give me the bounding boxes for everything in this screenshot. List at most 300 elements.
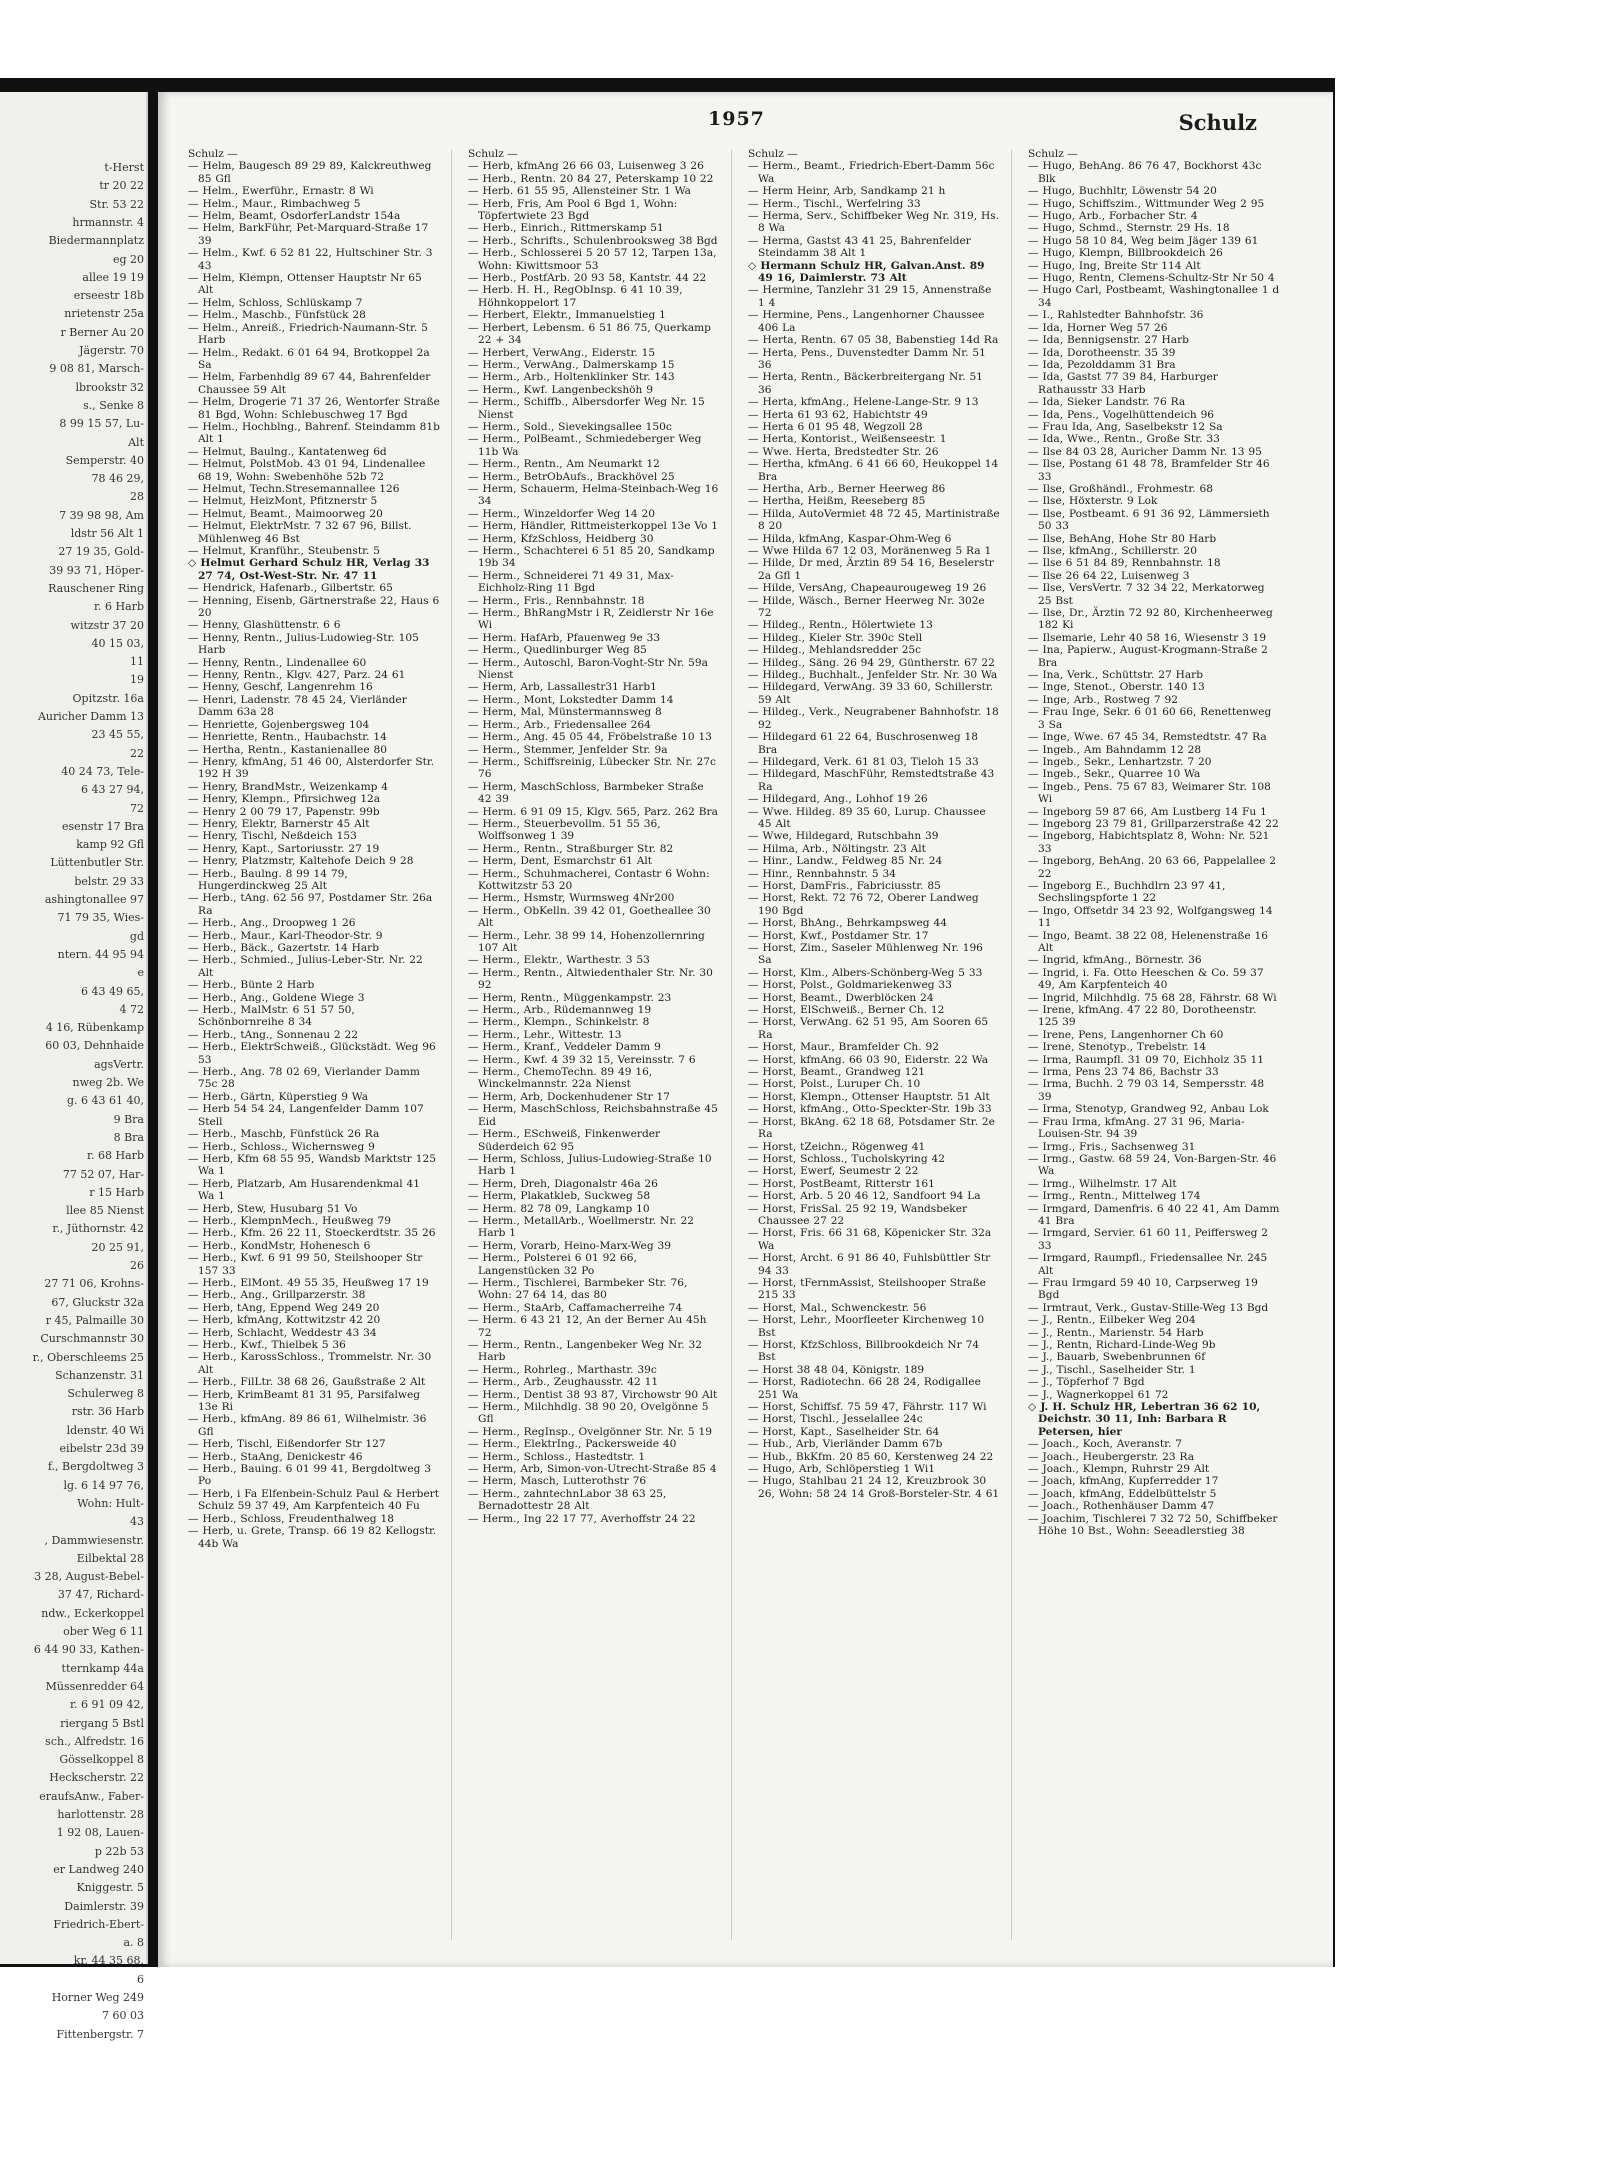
- directory-entry: — Herm., Mont, Lokstedter Damm 14: [468, 693, 674, 706]
- directory-entry: — Herm., PolBeamt., Schmiedeberger Weg 11b Wa: [468, 433, 702, 458]
- directory-entry: — Herm., Lehr. 38 99 14, Hohenzollernring 107 Alt: [468, 929, 705, 954]
- directory-entry: — Herb., Einrich., Rittmerskamp 51: [468, 222, 664, 235]
- left-page-fragment: eibelstr 23d 39: [59, 1442, 144, 1455]
- left-page-fragment: 4 16, Rübenkamp: [45, 1021, 144, 1035]
- directory-entry: — Hildeg., Kieler Str. 390c Stell: [748, 631, 923, 644]
- directory-entry: — Irene, Pens, Langenhorner Ch 60: [1028, 1028, 1224, 1041]
- directory-entry: — Herb., PostfArb. 20 93 58, Kantstr. 44 22: [468, 272, 707, 285]
- directory-entry: — Herb, Schlacht, Weddestr 43 34: [188, 1326, 377, 1339]
- directory-entry: — Hertha, kfmAng. 6 41 66 60, Heukoppel 14 Bra: [748, 458, 999, 483]
- directory-entry: — Herb., Maschb, Fünfstück 26 Ra: [188, 1128, 380, 1141]
- left-page-fragment: ldstr 56 Alt 1: [70, 527, 144, 540]
- left-page-fragment: allee 19 19: [82, 270, 144, 284]
- directory-entry: — Ingeborg, BehAng. 20 63 66, Pappelallee 2 22: [1028, 855, 1276, 880]
- directory-entry: — Ingrid, i. Fa. Otto Heeschen & Co. 59 37 49, Am Karpfenteich 40: [1028, 966, 1264, 992]
- left-page-fragment: r. 6 Harb: [94, 600, 144, 614]
- left-page-fragment: tr 20 22: [99, 179, 144, 193]
- directory-entry: — Herb, Kfm 68 55 95, Wandsb Marktstr 125 Wa 1: [188, 1152, 436, 1178]
- directory-entry: — Herb., Schmied., Julius-Leber-Str. Nr. 22 Alt: [188, 954, 423, 979]
- left-page-fragment: 23 45 55,: [91, 728, 144, 742]
- left-page-fragment: witzstr 37 20: [70, 618, 144, 632]
- left-page-fragment: r 15 Harb: [89, 1185, 144, 1199]
- directory-entry: — Herm., Elektr., Warthestr. 3 53: [468, 954, 650, 967]
- directory-entry: — Henry 2 00 79 17, Papenstr. 99b: [188, 805, 380, 818]
- directory-entry: — Hugo, Stahlbau 21 24 12, Kreuzbrook 30 26, Wohn: 58 24 14 Groß-Borsteler-Str. 4 61: [748, 1475, 1000, 1500]
- left-page-fragment: 43: [130, 1515, 144, 1529]
- directory-entry: — Ilse, Großhändl., Frohmestr. 68: [1028, 482, 1213, 495]
- left-page-fragment: tternkamp 44a: [61, 1661, 144, 1675]
- directory-entry: — Helmut, PolstMob. 43 01 94, Lindenallee 68 19, Wohn: Swebenhöhe 52b 72: [188, 458, 426, 483]
- directory-entry: — Herb 54 54 24, Langenfelder Damm 107 Stell: [188, 1103, 424, 1128]
- left-page-fragment: eraufsAnw., Faber-: [39, 1789, 144, 1803]
- directory-entry: — Herm., Schuhmacherei, Contastr 6 Wohn: Kottwitzstr 53 20: [468, 867, 710, 892]
- left-page-fragment: 40 15 03,: [91, 636, 144, 650]
- directory-entry: — Inge, Stenot., Oberstr. 140 13: [1028, 681, 1205, 694]
- directory-entry: — Horst, Schiffsf. 75 59 47, Fährstr. 117 Wi: [748, 1401, 987, 1414]
- directory-entry: — Herb., Maur., Karl-Theodor-Str. 9: [188, 929, 383, 942]
- directory-entry: — Herta, Rentn., Bäckerbreitergang Nr. 51 36: [748, 371, 983, 396]
- directory-entry: ◇ J. H. Schulz HR, Lebertran 36 62 10, Deichstr. 30 11, Inh: Barbara R Petersen, hier: [1028, 1401, 1261, 1438]
- directory-entry: — Herm., Schloss., Hastedtstr. 1: [468, 1450, 646, 1463]
- left-page-fragment: ndw., Eckerkoppel: [41, 1606, 144, 1620]
- directory-entry: — Horst, Polst., Luruper Ch. 10: [748, 1078, 921, 1091]
- left-page-fragment: 71 79 35, Wies-: [57, 911, 144, 925]
- directory-entry: — Ingeborg 23 79 81, Grillparzerstraße 42 22: [1028, 817, 1279, 830]
- directory-entry: — Herm., ESchweiß, Finkenwerder Süderdeich 62 95: [468, 1128, 661, 1153]
- left-page-fragment: Auricher Damm 13: [37, 710, 144, 723]
- directory-entry: — Horst, Radiotechn. 66 28 24, Rodigallee 251 Wa: [748, 1376, 981, 1401]
- directory-entry: — Herm, Plakatkleb, Suckweg 58: [468, 1190, 651, 1203]
- left-page-fragment: 3 28, August-Bebel-: [34, 1570, 144, 1584]
- directory-entry: — Helm, Schloss, Schlüskamp 7: [188, 296, 363, 309]
- directory-entry: — Joach, kfmAng, Eddelbüttelstr 5: [1028, 1487, 1217, 1500]
- directory-entry: — Herm., Lehr., Wittestr. 13: [468, 1028, 622, 1041]
- directory-entry: — Herb, KrimBeamt 81 31 95, Parsifalweg 13e Ri: [188, 1388, 421, 1414]
- directory-entry: — Irma, Pens 23 74 86, Bachstr 33: [1028, 1066, 1219, 1079]
- directory-entry: — Herb, i Fa Elfenbein-Schulz Paul & Herbert Schulz 59 37 49, Am Karpfenteich 40 Fu: [188, 1487, 440, 1513]
- left-page-fragment: r. 68 Harb: [87, 1149, 144, 1163]
- directory-entry: — Hermine, Tanzlehr 31 29 15, Annenstraße 1 4: [748, 284, 992, 309]
- directory-entry: — Horst, Polst., Goldmariekenweg 33: [748, 979, 952, 992]
- directory-entry: — Horst, KfzSchloss, Billbrookdeich Nr 74 Bst: [748, 1339, 980, 1364]
- directory-entry: — Hugo, Schiffszim., Wittmunder Weg 2 95: [1028, 197, 1265, 210]
- directory-entry: — Herb., Ang., Goldene Wiege 3: [188, 991, 365, 1004]
- directory-entry: — Herm, Vorarb, Heino-Marx-Weg 39: [468, 1239, 671, 1252]
- directory-entry: — Herm., Steuerbevollm. 51 55 36, Wolffsonweg 1 39: [468, 817, 661, 843]
- directory-entry: — Helm, Farbenhdlg 89 67 44, Bahrenfelder Chaussee 59 Alt: [188, 371, 431, 396]
- directory-entry: — Herm., Autoschl, Baron-Voght-Str Nr. 59a Nienst: [468, 656, 708, 682]
- directory-entry: — Hilde, VersAng, Chapeaurougeweg 19 26: [748, 582, 987, 595]
- directory-entry: — Horst, Maur., Bramfelder Ch. 92: [748, 1041, 939, 1054]
- left-page-fragment: Alt: [128, 435, 144, 449]
- directory-entry: — Ilse, Postang 61 48 78, Bramfelder Str 46 33: [1028, 458, 1270, 483]
- directory-entry: — Herm., Kwf. Langenbeckshöh 9: [468, 383, 653, 396]
- directory-entry: — Helmut, ElektrMstr. 7 32 67 96, Billst. Mühlenweg 46 Bst: [188, 520, 412, 545]
- left-page-fragment: 8 99 15 57, Lu-: [59, 417, 144, 431]
- left-page-fragment: Wohn: Hult-: [77, 1496, 144, 1510]
- directory-entry: — Helm, Beamt, OsdorferLandstr 154a: [188, 210, 401, 223]
- left-page-fragment: Biedermannplatz: [48, 234, 144, 248]
- directory-entry: — Horst, Mal., Schwenckestr. 56: [748, 1301, 927, 1314]
- left-page-fragment: Fittenbergstr. 7: [56, 2027, 144, 2041]
- left-page-fragment: , Dammwiesenstr.: [44, 1533, 144, 1547]
- directory-entry: — Herb., Bauing. 6 01 99 41, Bergdoltweg 3 Po: [188, 1463, 432, 1488]
- directory-entry: — Herm. 6 43 21 12, An der Berner Au 45h 72: [468, 1314, 707, 1339]
- left-page-fragment: Eilbektal 28: [76, 1551, 144, 1565]
- directory-entry: — Hugo Carl, Postbeamt, Washingtonallee 1 d 34: [1028, 284, 1280, 309]
- directory-entry: — Herm, Rentn., Müggenkampstr. 23: [468, 991, 672, 1004]
- directory-entry: — Henny, Geschf, Langenrehm 16: [188, 681, 373, 694]
- directory-entry: — Herta 6 01 95 48, Wegzoll 28: [748, 420, 923, 433]
- directory-entry: — Helm., Hochblng., Bahrenf. Steindamm 81b Alt 1: [188, 420, 440, 446]
- directory-entry: — Horst, tZeichn., Rögenweg 41: [748, 1140, 926, 1153]
- left-page-fragment: g. 6 43 61 40,: [66, 1094, 144, 1108]
- directory-entry: — Hildeg., Mehlandsredder 25c: [748, 644, 922, 657]
- directory-entry: — Irmg., Gastw. 68 59 24, Von-Bargen-Str. 46 Wa: [1028, 1152, 1277, 1178]
- directory-entry: — Hugo, BehAng. 86 76 47, Bockhorst 43c Blk: [1028, 160, 1262, 185]
- left-page-fragment: kamp 92 Gfl: [76, 838, 144, 852]
- directory-entry: — J., Rentn., Marienstr. 54 Harb: [1028, 1326, 1204, 1339]
- directory-entry: — Horst, Schloss., Tucholskyring 42: [748, 1152, 945, 1165]
- left-page-fragment: 4 72: [119, 1002, 144, 1016]
- directory-entry: — Irma, Stenotyp, Grandweg 92, Anbau Lok: [1028, 1103, 1269, 1116]
- directory-entry: — Herm. HafArb, Pfauenweg 9e 33: [468, 631, 661, 644]
- directory-entry: — Irmg., Wilhelmstr. 17 Alt: [1028, 1177, 1177, 1190]
- directory-entry: — Herm., Milchhdlg. 38 90 20, Ovelgönne 5 Gfl: [468, 1401, 709, 1426]
- left-page-fragment: 67, Gluckstr 32a: [51, 1295, 144, 1309]
- directory-entry: — Ingrid, kfmAng., Börnestr. 36: [1028, 954, 1202, 967]
- directory-entry: — Herm., VerwAng., Dalmerskamp 15: [468, 358, 675, 371]
- directory-entry: — Hugo, Ing, Breite Str 114 Alt: [1028, 259, 1201, 272]
- directory-entry: — Herm., Schneiderei 71 49 31, Max-Eichholz-Ring 11 Bgd: [468, 569, 674, 595]
- directory-entry: — Helm., Ewerführ., Ernastr. 8 Wi: [188, 185, 374, 198]
- directory-entry: — Hildegard, MaschFühr, Remstedtstraße 43 Ra: [748, 768, 995, 793]
- directory-entry: — J., Wagnerkoppel 61 72: [1028, 1388, 1169, 1401]
- directory-entry: — Herb., Kfm. 26 22 11, Stoeckerdtstr. 35 26: [188, 1227, 436, 1240]
- directory-entry: — Herm., Schiffsreinig, Lübecker Str. Nr. 27c 76: [468, 755, 716, 781]
- directory-entry: — Herb., StaAng, Denickestr 46: [188, 1450, 363, 1463]
- directory-entry: — Hinr., Landw., Feldweg 85 Nr. 24: [748, 855, 943, 868]
- directory-entry: — Henny, Rentn., Julius-Ludowieg-Str. 105 Harb: [188, 631, 419, 657]
- left-page-fragment: 28: [130, 490, 144, 504]
- directory-entry: — Ingeb., Sekr., Lenhartzstr. 7 20: [1028, 755, 1212, 768]
- left-page-fragment: Rauschener Ring: [48, 581, 144, 595]
- directory-entry: — Wwe. Hildeg. 89 35 60, Lurup. Chaussee 45 Alt: [748, 805, 986, 830]
- directory-entry: — Ingeborg 59 87 66, Am Lustberg 14 Fu 1: [1028, 805, 1267, 818]
- left-page-fragment: 8 Bra: [113, 1130, 144, 1144]
- left-page-fragment: lg. 6 14 97 76,: [63, 1478, 144, 1492]
- directory-entry: — Henry, Platzmstr, Kaltehofe Deich 9 28: [188, 855, 414, 868]
- left-page-fragment: agsVertr.: [94, 1057, 144, 1071]
- left-page-fragment: 7 39 98 98, Am: [59, 508, 144, 522]
- directory-entry: — Herb., Ang., Droopweg 1 26: [188, 917, 356, 930]
- directory-entry: — Herm., Hsmstr, Wurmsweg 4Nr200: [468, 892, 675, 905]
- left-page-fragment: Schulerweg 8: [67, 1387, 144, 1401]
- left-page-fragment: 22: [130, 746, 144, 760]
- directory-entry: — Frau Inge, Sekr. 6 01 60 66, Renettenweg 3 Sa: [1028, 706, 1272, 731]
- directory-entry: — Herb., FilLtr. 38 68 26, Gaußstraße 2 Alt: [188, 1376, 426, 1389]
- left-page-fragment: harlottenstr. 28: [57, 1808, 144, 1821]
- directory-entry: — Hildegard 61 22 64, Buschrosenweg 18 Bra: [748, 731, 978, 756]
- directory-entry: — Irmg., Rentn., Mittelweg 174: [1028, 1190, 1201, 1203]
- directory-entry: — Herta, kfmAng., Helene-Lange-Str. 9 13: [748, 396, 979, 409]
- directory-entry: — Herb., KlempnMech., Heußweg 79: [188, 1214, 391, 1227]
- left-page-fragment: 26: [130, 1259, 144, 1272]
- directory-entry: — Herta, Kontorist., Weißenseestr. 1: [748, 433, 947, 446]
- directory-entry: — Herm., Rentn., Langenbeker Weg Nr. 32 Harb: [468, 1339, 702, 1364]
- directory-entry: — Henry, Kapt., Sartoriusstr. 27 19: [188, 842, 380, 855]
- directory-entry: — Herb. H. H., RegObInsp. 6 41 10 39, Höhnkoppelort 17: [468, 284, 683, 309]
- directory-entry: — Hinr., Rennbahnstr. 5 34: [748, 867, 896, 880]
- directory-entry: — Herma, Serv., Schiffbeker Weg Nr. 319, Hs. 8 Wa: [748, 210, 999, 235]
- directory-entry: — Herm., Tischl., Werfelring 33: [748, 197, 921, 210]
- directory-entry: — Herm., Rohrleg., Marthastr. 39c: [468, 1363, 657, 1376]
- column-header: Schulz —: [748, 148, 798, 160]
- left-page-fragment: s., Senke 8: [83, 398, 144, 412]
- directory-entry: — Henny, Rentn., Lindenallee 60: [188, 656, 367, 669]
- directory-entry: — Helm, Drogerie 71 37 26, Wentorfer Straße 81 Bgd, Wohn: Schlebuschweg 17 Bgd: [188, 396, 440, 421]
- directory-entry: — Horst, ElSchweiß., Berner Ch. 12: [748, 1004, 945, 1017]
- left-page-fragment: ntern. 44 95 94: [57, 947, 144, 961]
- directory-entry: — Henny, Glashüttenstr. 6 6: [188, 619, 341, 632]
- left-page-fragment: ober Weg 6 11: [63, 1625, 144, 1638]
- directory-entry: — Herm., ChemoTechn. 89 49 16, Winckelmannstr. 22a Nienst: [468, 1066, 653, 1091]
- directory-entry: — Ina, Papierw., August-Krogmann-Straße 2 Bra: [1028, 644, 1268, 669]
- directory-entry: — Herm, KfzSchloss, Heidberg 30: [468, 532, 654, 545]
- directory-entry: — Helm., Anreiß., Friedrich-Naumann-Str. 5 Harb: [188, 321, 428, 347]
- directory-entry: — Horst, Kwf., Postdamer Str. 17: [748, 929, 929, 942]
- directory-entry: — Herbert, Elektr., Immanuelstieg 1: [468, 309, 666, 322]
- left-page-fragment: Gösselkoppel 8: [59, 1753, 144, 1767]
- directory-entry: — Hertha, Heißm, Reeseberg 85: [748, 495, 926, 508]
- directory-entry: — Herb., Baulng. 8 99 14 79, Hungerdinckweg 25 Alt: [188, 867, 348, 892]
- directory-entry: — Horst, Arb. 5 20 46 12, Sandfoort 94 La: [748, 1190, 981, 1203]
- left-page-fragment: 37 47, Richard-: [57, 1588, 144, 1602]
- page-number: 1957: [708, 108, 765, 130]
- left-page-fragment: r. 6 91 09 42,: [69, 1698, 144, 1712]
- directory-entry: — Ingo, Beamt. 38 22 08, Helenenstraße 16 Alt: [1028, 929, 1269, 954]
- left-page-fragment: f., Bergdoltweg 3: [47, 1460, 144, 1474]
- directory-entry: — Ilse, Postbeamt. 6 91 36 92, Lämmersieth 50 33: [1028, 507, 1270, 533]
- directory-entry: — Ilse 6 51 84 89, Rennbahnstr. 18: [1028, 557, 1221, 570]
- directory-entry: — Ingeborg, Habichtsplatz 8, Wohn: Nr. 521 33: [1028, 830, 1270, 855]
- directory-entry: — Herb., Kwf. 6 91 99 50, Steilshooper Str 157 33: [188, 1252, 423, 1277]
- directory-entry: — Helm, BarkFühr, Pet-Marquard-Straße 17 39: [188, 222, 429, 247]
- directory-entry: — Herm, Dreh, Diagonalstr 46a 26: [468, 1177, 658, 1190]
- directory-entry: — Hugo 58 10 84, Weg beim Jäger 139 61: [1028, 234, 1259, 247]
- directory-entry: — Helm, Klempn, Ottenser Hauptstr Nr 65 Alt: [188, 272, 422, 297]
- directory-entry: — Irmg., Fris., Sachsenweg 31: [1028, 1140, 1196, 1153]
- directory-entry: — Herm, Arb, Lassallestr31 Harb1: [468, 681, 657, 694]
- directory-entry: — Herb., kfmAng. 89 86 61, Wilhelmistr. 36 Gfl: [188, 1413, 427, 1438]
- directory-entry: — Ilse, Dr., Ärztin 72 92 80, Kirchenheerweg 182 Ki: [1028, 607, 1273, 632]
- directory-entry: — Herb, kfmAng, Kottwitzstr 42 20: [188, 1314, 381, 1327]
- directory-entry: — J., Bauarb, Swebenbrunnen 6f: [1028, 1351, 1206, 1364]
- directory-entry: — Herb., Schrifts., Schulenbrooksweg 38 Bgd: [468, 234, 718, 247]
- directory-entry: — Joach., Koch, Averanstr. 7: [1028, 1438, 1183, 1451]
- directory-entry: — Ingeb., Sekr., Quarree 10 Wa: [1028, 768, 1201, 781]
- directory-entry: — Herm, Händler, Rittmeisterkoppel 13e Vo 1: [468, 520, 719, 533]
- directory-entry: — Hildegard, Verk. 61 81 03, Tieloh 15 33: [748, 755, 979, 768]
- left-page-fragment: Lüttenbutler Str.: [50, 856, 144, 870]
- column-header: Schulz —: [1028, 148, 1078, 160]
- directory-entry: — Joach, kfmAng, Kupferredder 17: [1028, 1475, 1219, 1488]
- directory-entry: — Hugo, Buchhltr, Löwenstr 54 20: [1028, 185, 1217, 198]
- left-page-fragment: 39 93 71, Höper-: [49, 563, 144, 577]
- directory-entry: — J., Töpferhof 7 Bgd: [1028, 1376, 1145, 1389]
- directory-entry: — Herta, Pens., Duvenstedter Damm Nr. 51 36: [748, 346, 986, 371]
- directory-entry: — Hildeg., Rentn., Hölertwiete 13: [748, 619, 933, 632]
- directory-entry: — Herm., Fris., Rennbahnstr. 18: [468, 594, 645, 607]
- directory-entry: — Helm., Kwf. 6 52 81 22, Hultschiner Str. 3 43: [188, 247, 433, 272]
- directory-entry: — Ilse, BehAng, Hohe Str 80 Harb: [1028, 532, 1217, 545]
- left-page-fragment: esenstr 17 Bra: [62, 819, 144, 833]
- directory-entry: — Herb., Bünte 2 Harb: [188, 979, 315, 992]
- left-page-fragment: a. 8: [123, 1936, 144, 1950]
- left-page-fragment: 1 92 08, Lauen-: [56, 1826, 144, 1840]
- directory-entry: — Herm. 82 78 09, Langkamp 10: [468, 1202, 650, 1215]
- directory-entry: — Herm., Ing 22 17 77, Averhoffstr 24 22: [468, 1512, 696, 1525]
- directory-entry: — Herb., Bäck., Gazertstr. 14 Harb: [188, 942, 379, 954]
- directory-entry: — Hildeg., Buchhalt., Jenfelder Str. Nr. 30 Wa: [748, 669, 998, 682]
- directory-entry: — I., Rahlstedter Bahnhofstr. 36: [1028, 309, 1204, 322]
- directory-entry: — Hilma, Arb., Nöltingstr. 23 Alt: [748, 842, 926, 855]
- directory-entry: — Herm., Kranf., Veddeler Damm 9: [468, 1041, 661, 1054]
- left-page-fragment: 9 Bra: [113, 1112, 144, 1126]
- left-page-fragment: Müssenredder 64: [45, 1679, 144, 1693]
- column-divider: [1011, 150, 1012, 1940]
- directory-entry: — Hugo, Klempn, Billbrookdeich 26: [1028, 247, 1223, 260]
- left-page-fragment: kr. 44 35 68.: [73, 1954, 144, 1968]
- directory-entry: — Irene, Stenotyp., Trebelstr. 14: [1028, 1041, 1207, 1054]
- directory-entry: — Herb, tAng, Eppend Weg 249 20: [188, 1301, 380, 1314]
- directory-entry: — Herm., Schachterei 6 51 85 20, Sandkamp 19b 34: [468, 545, 715, 570]
- directory-page: [158, 92, 1333, 1967]
- directory-entry: — Horst 38 48 04, Königstr. 189: [748, 1363, 925, 1376]
- left-page-fragment: Kniggestr. 5: [76, 1881, 144, 1895]
- directory-entry: — Herb. 61 55 95, Allensteiner Str. 1 Wa: [468, 185, 691, 198]
- left-page-fragment: 27 71 06, Krohns-: [44, 1277, 144, 1291]
- directory-entry: — Henry, Tischl, Neßdeich 153: [188, 830, 357, 843]
- left-page-fragment: r Berner Au 20: [60, 325, 144, 339]
- left-page-fragment: Heckscherstr. 22: [49, 1771, 144, 1785]
- directory-entry: — Ingo, Offsetdr 34 23 92, Wolfgangsweg 14 11: [1028, 904, 1273, 930]
- column-divider: [451, 150, 452, 1940]
- left-page-fragment: Schanzenstr. 31: [55, 1368, 144, 1382]
- directory-entry: — Herm Heinr, Arb, Sandkamp 21 h: [748, 185, 946, 198]
- left-page-fragment: Semperstr. 40: [65, 453, 144, 467]
- directory-entry: — Herm., StaArb, Caffamacherreihe 74: [468, 1301, 683, 1314]
- directory-column-4: [1028, 148, 1280, 1538]
- directory-entry: — Irmgard, Damenfris. 6 40 22 41, Am Damm 41 Bra: [1028, 1202, 1280, 1227]
- directory-entry: — Hermine, Pens., Langenhorner Chaussee 406 La: [748, 309, 985, 334]
- directory-entry: — Henny, Rentn., Klgv. 427, Parz. 24 61: [188, 669, 406, 682]
- directory-entry: — Herm., Klempn., Schinkelstr. 8: [468, 1016, 650, 1029]
- column-divider: [731, 150, 732, 1940]
- directory-entry: — Herm., Winzeldorfer Weg 14 20: [468, 507, 655, 520]
- directory-entry: — Horst, Lehr., Moorfleeter Kirchenweg 10 Bst: [748, 1314, 985, 1339]
- directory-entry: — Herm., BetrObAufs., Brackhövel 25: [468, 470, 675, 483]
- left-page-fragment: 6 44 90 33, Kathen-: [33, 1643, 144, 1657]
- directory-entry: — Herm, MaschSchloss, Barmbeker Straße 42 39: [468, 780, 704, 806]
- left-page-fragment: 6 43 27 94,: [81, 783, 144, 797]
- left-page-fragment: hrmannstr. 4: [72, 215, 144, 229]
- directory-entry: — Henry, Klempn., Pfirsichweg 12a: [188, 793, 381, 806]
- left-page-fragment: 9 08 81, Marsch-: [49, 362, 144, 376]
- directory-entry: — Herm, Dent, Esmarchstr 61 Alt: [468, 855, 653, 868]
- directory-entry: — Helm., Redakt. 6 01 64 94, Brotkoppel 2a Sa: [188, 346, 430, 371]
- directory-entry: — Hertha, Rentn., Kastanienallee 80: [188, 743, 387, 756]
- directory-entry: — Hugo, Arb., Forbacher Str. 4: [1028, 210, 1198, 223]
- directory-entry: — Horst, Ewerf, Seumestr 2 22: [748, 1165, 919, 1178]
- directory-entry: — Herm., Arb., Holtenklinker Str. 143: [468, 371, 675, 384]
- left-page-fragment: Horner Weg 249: [51, 1991, 144, 2004]
- directory-entry: — Horst, Klempn., Ottenser Hauptstr. 51 Alt: [748, 1090, 990, 1103]
- directory-entry: — Horst, kfmAng., Otto-Speckter-Str. 19b 33: [748, 1103, 992, 1116]
- left-page-fragment: er Landweg 240: [53, 1862, 144, 1876]
- directory-entry: — Horst, kfmAng. 66 03 90, Eiderstr. 22 Wa: [748, 1053, 989, 1066]
- directory-entry: — Herb, Fris, Am Pool 6 Bgd 1, Wohn: Töpfertwiete 23 Bgd: [468, 197, 678, 223]
- directory-entry: — Ingeb., Pens. 75 67 83, Weimarer Str. 108 Wi: [1028, 780, 1271, 806]
- left-page-fragment: 6 43 49 65,: [81, 984, 144, 998]
- directory-entry: — Herbert, Lebensm. 6 51 86 75, Querkamp 22 + 34: [468, 321, 711, 347]
- directory-entry: — Irma, Raumpfl. 31 09 70, Eichholz 35 11: [1028, 1053, 1264, 1066]
- directory-entry: — Herm., Kwf. 4 39 32 15, Vereinsstr. 7 6: [468, 1053, 696, 1066]
- left-page-fragment: 6: [137, 1972, 144, 1986]
- directory-entry: — Hugo, Arb, Schlöperstieg 1 Wi1: [748, 1463, 935, 1476]
- directory-entry: — Herm, Mal, Münstermannsweg 8: [468, 706, 662, 719]
- directory-entry: — Herm., MetallArb., Woellmerstr. Nr. 22 Harb 1: [468, 1214, 694, 1240]
- directory-entry: — Herm., Quedlinburger Weg 85: [468, 644, 647, 657]
- directory-entry: — Herb., Schlosserei 5 20 57 12, Tarpen 13a, Wohn: Kiwittsmoor 53: [468, 247, 717, 272]
- left-page-fragment: 77 52 07, Har-: [62, 1167, 144, 1181]
- directory-entry: — Herb, Tischl, Eißendorfer Str 127: [188, 1438, 386, 1451]
- directory-entry: — Irmtraut, Verk., Gustav-Stille-Weg 13 Bgd: [1028, 1301, 1269, 1314]
- directory-entry: — Ina, Verk., Schüttstr. 27 Harb: [1028, 669, 1203, 682]
- directory-entry: — Horst, BkAng. 62 18 68, Potsdamer Str. 2e Ra: [748, 1115, 995, 1141]
- directory-entry: — Herm., Stemmer, Jenfelder Str. 9a: [468, 743, 668, 756]
- left-page-fragment: ashingtonallee 97: [44, 893, 144, 906]
- directory-entry: — Herm, Arb, Dockenhudener Str 17: [468, 1090, 671, 1103]
- left-page-fragment: Jägerstr. 70: [79, 344, 144, 357]
- directory-entry: — Herb., Rentn. 20 84 27, Peterskamp 10 22: [468, 172, 714, 185]
- left-page-fragment: eg 20: [112, 252, 144, 266]
- directory-entry: — Herb., Schloss, Freudenthalweg 18: [188, 1512, 394, 1525]
- left-page-margin: [0, 92, 148, 2041]
- directory-entry: — Herm., Rentn., Am Neumarkt 12: [468, 458, 660, 471]
- left-page-fragment: r 45, Palmaille 30: [45, 1313, 144, 1327]
- directory-entry: — Hub., BkKfm. 20 85 60, Kerstenweg 24 22: [748, 1450, 994, 1463]
- directory-entry: — Frau Irma, kfmAng. 27 31 96, Maria-Louisen-Str. 94 39: [1028, 1115, 1245, 1141]
- directory-entry: — Hertha, Arb., Berner Heerweg 86: [748, 482, 946, 495]
- directory-entry: — Henriette, Rentn., Haubachstr. 14: [188, 731, 387, 744]
- directory-column-2: [468, 148, 720, 1525]
- directory-entry: — Herm., BhRangMstr i R, Zeidlerstr Nr 16e Wi: [468, 607, 714, 632]
- directory-entry: — Horst, Zim., Saseler Mühlenweg Nr. 196 Sa: [748, 942, 983, 967]
- directory-entry: — Herm., Arb., Zeughausstr. 42 11: [468, 1376, 659, 1389]
- directory-entry: — Irmgard, Raumpfl., Friedensallee Nr. 245 Alt: [1028, 1252, 1268, 1277]
- directory-entry: — Ida, Wwe., Rentn., Große Str. 33: [1028, 433, 1220, 446]
- directory-entry: — Hilde, Wäsch., Berner Heerweg Nr. 302e 72: [748, 594, 985, 620]
- directory-entry: — Hildegard, Ang., Lohhof 19 26: [748, 793, 928, 806]
- directory-entry: — Ida, Gastst 77 39 84, Harburger Rathausstr 33 Harb: [1028, 371, 1218, 396]
- left-page-fragment: 78 46 29,: [91, 472, 144, 486]
- directory-entry: — Horst, Rekt. 72 76 72, Oberer Landweg 190 Bgd: [748, 892, 979, 917]
- left-page-fragment: 72: [130, 801, 144, 815]
- directory-entry: — Joachim, Tischlerei 7 32 72 50, Schiffbeker Höhe 10 Bst., Wohn: Seeadlerstieg 38: [1028, 1512, 1278, 1538]
- directory-entry: — Hilda, AutoVermiet 48 72 45, Martinistraße 8 20: [748, 507, 1000, 533]
- directory-entry: — Herm, Schloss, Julius-Ludowieg-Straße 10 Harb 1: [468, 1152, 712, 1178]
